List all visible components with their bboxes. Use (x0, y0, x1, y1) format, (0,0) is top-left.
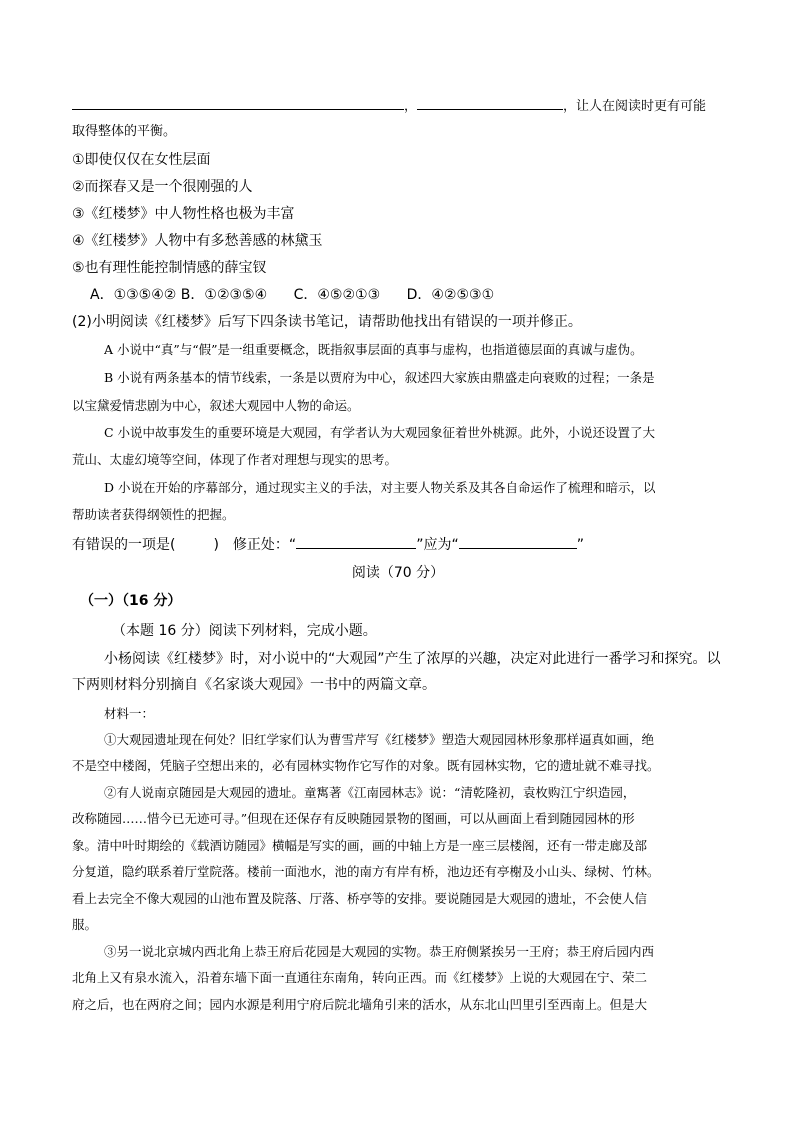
material-para1-line2: 不是空中楼阁，凭脑子空想出来的，必有园林实物作它写作的对象。既有园林实物，它的遗址就不难寻找。 (72, 758, 660, 773)
answer-mid: ) 修正处：“ (213, 537, 297, 553)
comma: ， (563, 99, 577, 114)
material-para2-line2: 改称随园……惜今已无迹可寻。”但现在还保存有反映随园景物的图画，可以从画面上看到随园园林的形 (72, 811, 635, 826)
note-c-line2: 荒山、太虚幻境等空间，体现了作者对理想与现实的思考。 (72, 452, 398, 467)
dash-mark (218, 99, 258, 110)
option-4: ④《红楼梦》人物中有多愁善感的林黛玉 (72, 233, 323, 249)
answer-end: ” (576, 537, 584, 553)
sentence-tail: 让人在阅读时更有可能 (576, 99, 707, 114)
material-para3-line3: 府之后，也在两府之间；园内水源是利用宁府后院北墙角引来的活水，从东北山凹里引至西南上。但是大 (72, 997, 648, 1012)
question-2-title: (2)小明阅读《红楼梦》后写下四条读书笔记，请帮助他找出有错误的一项并修正。 (72, 314, 582, 330)
option-2: ②而探春又是一个很刚强的人 (72, 179, 253, 195)
material-heading: 材料一： (104, 706, 155, 721)
material-para3-line2: 北角上又有泉水流入，沿着东墙下面一直通往东南角，转向正西。而《红楼梦》上说的大观园在宁、荣二 (72, 970, 648, 985)
section-heading: （一）（16 分） (80, 593, 182, 609)
material-para2-line1: ②有人说南京随园是大观园的遗址。童寯著《江南园林志》说：“清乾隆初，袁枚购江宁织造园， (104, 785, 636, 800)
correction-blank-revised[interactable] (459, 534, 577, 549)
material-para3-line1: ③另一说北京城内西北角上恭王府后花园是大观园的实物。恭王府侧紧挨另一王府；恭王府后园内西 (104, 944, 655, 959)
note-b-line2: 以宝黛爱情悲剧为中心，叙述大观园中人物的命运。 (72, 398, 360, 413)
option-5: ⑤也有理性能控制情感的薛宝钗 (72, 260, 267, 276)
note-d-line2: 帮助读者获得纲领性的把握。 (72, 507, 235, 522)
material-para2-line6: 服。 (72, 917, 98, 932)
option-3: ③《红楼梦》中人物性格也极为丰富 (72, 206, 295, 222)
answer-should: ”应为“ (416, 537, 459, 553)
answer-line (72, 534, 724, 554)
material-para2-line5: 看上去完全不像大观园的山池布置及院落、厅落、桥亭等的安排。要说随园是大观园的遗址，不会使人信 (72, 891, 648, 906)
reading-title: 阅读（70 分） (351, 565, 445, 581)
choice-b[interactable]: B．①②③⑤④ (180, 287, 268, 303)
reading-intro: （本题 16 分）阅读下列材料，完成小题。 (112, 623, 377, 639)
correction-blank-original[interactable] (296, 534, 416, 549)
reading-paragraph-line2: 下两则材料分别摘自《名家谈大观园》一书中的两篇文章。 (72, 677, 436, 693)
choice-row (90, 286, 742, 304)
material-para2-line4: 分复道，隐约联系着厅堂院落。楼前一面池水，池的南方有岸有桥，池边还有亭榭及小山头、绿树、竹林。 (72, 864, 660, 879)
answer-blank[interactable] (72, 95, 218, 110)
sentence-line-2: 取得整体的平衡。 (72, 124, 177, 139)
choice-d[interactable]: D．④②⑤③① (406, 287, 495, 303)
material-para1-line1: ①大观园遗址现在何处？旧红学家们认为曹雪芹写《红楼梦》塑造大观园园林形象那样逼真如画，绝 (104, 732, 655, 747)
note-c-line1: C 小说中故事发生的重要环境是大观园，有学者认为大观园象征着世外桃源。此外，小说还设置了大 (104, 425, 656, 440)
answer-blank[interactable] (417, 95, 563, 110)
answer-blank[interactable] (258, 95, 404, 110)
choice-c[interactable]: C．④⑤②①③ (293, 287, 381, 303)
note-a: A 小说中“真”与“假”是一组重要概念，既指叙事层面的真事与虚构，也指道德层面的真诚与虚伪。 (104, 342, 643, 357)
note-d-line1: D 小说在开始的序幕部分，通过现实主义的手法，对主要人物关系及其各自命运作了梳理和暗示，以 (104, 480, 656, 495)
reading-paragraph-line1: 小杨阅读《红楼梦》时，对小说中的“大观园”产生了浓厚的兴趣，决定对此进行一番学习和探究。以 (104, 651, 721, 667)
fill-blank-sentence (72, 95, 724, 116)
choice-a[interactable]: A．①③⑤④② (90, 287, 177, 303)
comma: ， (404, 99, 418, 114)
answer-prefix: 有错误的一项是( (72, 537, 176, 553)
note-b-line1: B 小说有两条基本的情节线索，一条是以贾府为中心，叙述四大家族由鼎盛走向衰败的过程；一条是 (104, 370, 655, 385)
option-1: ①即使仅仅在女性层面 (72, 152, 211, 168)
material-para2-line3: 象。清中叶时期绘的《载酒访随园》横幅是写实的画，画的中轴上方是一座三层楼阁，还有一带走廊及部 (72, 838, 648, 853)
